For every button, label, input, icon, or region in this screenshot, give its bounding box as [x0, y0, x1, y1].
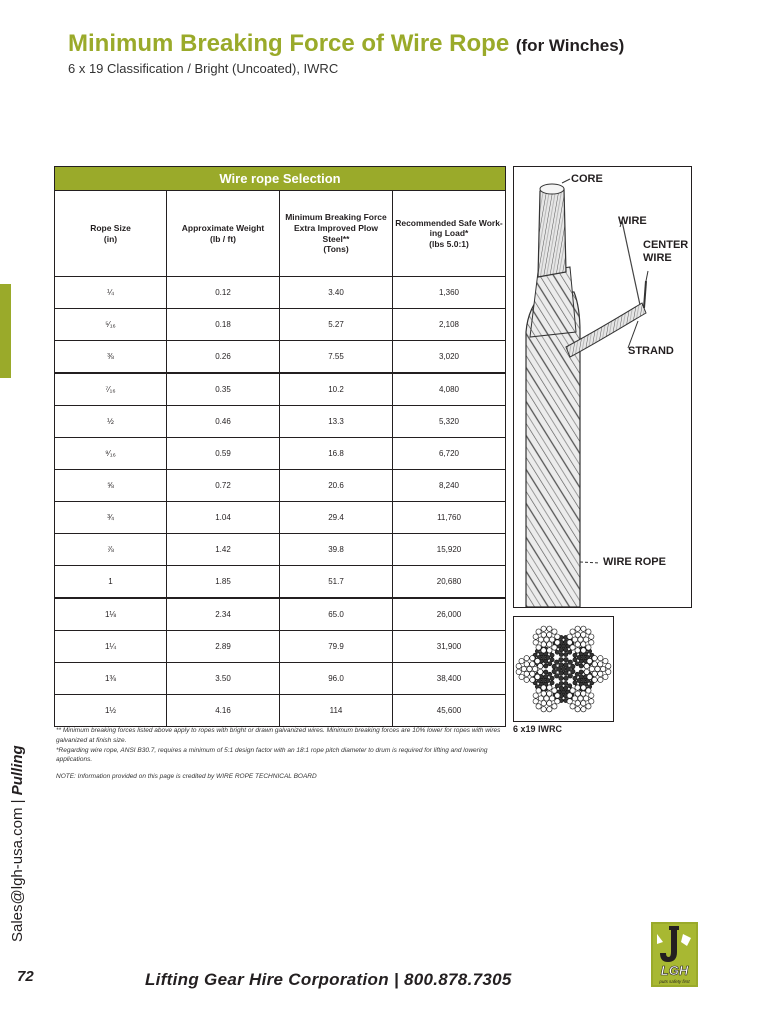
- svg-text:LGH: LGH: [660, 963, 689, 978]
- cell-force: 16.8: [280, 438, 393, 470]
- core-strand: [552, 657, 575, 680]
- cell-size: ⅝: [55, 470, 167, 502]
- cell-weight: 3.50: [167, 663, 280, 695]
- table-row: [55, 341, 506, 374]
- label-center-wire: CENTER WIRE: [643, 239, 689, 264]
- cell-force: 65.0: [280, 598, 393, 631]
- cell-weight: 0.35: [167, 373, 280, 406]
- table-row: [55, 502, 506, 534]
- cell-load: 38,400: [393, 663, 506, 695]
- table-row: [55, 631, 506, 663]
- cell-load: 11,760: [393, 502, 506, 534]
- cell-load: 1,360: [393, 277, 506, 309]
- cell-size: ¾: [55, 502, 167, 534]
- side-contact: [9, 745, 26, 942]
- cell-force: 3.40: [280, 277, 393, 309]
- cell-force: 51.7: [280, 566, 393, 599]
- cell-load: 3,020: [393, 341, 506, 374]
- table-row: [55, 663, 506, 695]
- cell-force: 79.9: [280, 631, 393, 663]
- note-breaking-force: ** Minimum breaking forces listed above apply to ropes with bright or drawn galvanized wires. Minimum breaking forces are 10% lower for ropes with wires galvanized at finish size.: [56, 727, 501, 744]
- cell-load: 20,680: [393, 566, 506, 599]
- label-wire-rope: WIRE ROPE: [603, 556, 666, 568]
- outer-strand: [584, 656, 611, 683]
- cell-force: 5.27: [280, 309, 393, 341]
- footnotes: [56, 726, 506, 782]
- cell-force: 20.6: [280, 470, 393, 502]
- cell-weight: 0.59: [167, 438, 280, 470]
- table-row: [55, 438, 506, 470]
- cell-load: 6,720: [393, 438, 506, 470]
- col-header-rope-size: Rope Size (in): [55, 191, 167, 277]
- cell-size: ½: [55, 406, 167, 438]
- section-name: Pulling: [9, 745, 26, 796]
- cell-size: 1¼: [55, 631, 167, 663]
- cell-force: 29.4: [280, 502, 393, 534]
- cell-size: ⅜: [55, 341, 167, 374]
- cell-size: 1: [55, 566, 167, 599]
- hook-logo-icon: [651, 922, 698, 987]
- cell-size: 1⅛: [55, 598, 167, 631]
- title-suffix: (for Winches): [515, 36, 625, 55]
- table-row: [55, 309, 506, 341]
- cell-size: ⁹⁄₁₆: [55, 438, 167, 470]
- cross-section-illustration: [514, 617, 613, 721]
- cell-force: 10.2: [280, 373, 393, 406]
- note-credit: NOTE: Information provided on this page is credited by WIRE ROPE TECHNICAL BOARD: [56, 773, 317, 780]
- title-main: Minimum Breaking Force of Wire Rope: [68, 30, 510, 57]
- col-header-breaking-force: Minimum Breaking Force Extra Improved Plow Steel** (Tons): [280, 191, 393, 277]
- wire-rope-illustration: [514, 167, 691, 607]
- cell-load: 45,600: [393, 695, 506, 727]
- cell-size: ¼: [55, 277, 167, 309]
- cell-size: ⁵⁄₁₆: [55, 309, 167, 341]
- cell-load: 15,920: [393, 534, 506, 566]
- table-row: [55, 566, 506, 599]
- table-row: [55, 470, 506, 502]
- wire-rope-table: [54, 166, 506, 727]
- sales-email: Sales@lgh-usa.com: [9, 807, 26, 942]
- cell-load: 26,000: [393, 598, 506, 631]
- cell-load: 2,108: [393, 309, 506, 341]
- cell-force: 114: [280, 695, 393, 727]
- cell-size: ⅞: [55, 534, 167, 566]
- table-row: [55, 406, 506, 438]
- table-row: [55, 598, 506, 631]
- table-row: [55, 277, 506, 309]
- table-row: [55, 695, 506, 727]
- cell-size: ⁷⁄₁₆: [55, 373, 167, 406]
- cell-load: 5,320: [393, 406, 506, 438]
- label-strand: STRAND: [628, 345, 674, 357]
- side-separator: |: [9, 799, 26, 804]
- cell-weight: 0.18: [167, 309, 280, 341]
- footer-separator: |: [393, 970, 399, 989]
- cell-weight: 0.72: [167, 470, 280, 502]
- wire-rope-diagram: [513, 166, 692, 608]
- cell-size: 1⅜: [55, 663, 167, 695]
- cell-force: 39.8: [280, 534, 393, 566]
- cell-weight: 0.26: [167, 341, 280, 374]
- cell-weight: 4.16: [167, 695, 280, 727]
- note-ansi: *Regarding wire rope, ANSI B30.7, requires a minimum of 5:1 design factor with an 18:1 rope pitch diameter to drum is required for lifting and lowering applications.: [56, 746, 488, 764]
- svg-text:puts safety first: puts safety first: [659, 979, 690, 984]
- footer-company: [145, 970, 512, 990]
- col-header-safe-load: Recommended Safe Work- ing Load* (lbs 5.0:1): [393, 191, 506, 277]
- lgh-logo: [651, 922, 698, 987]
- page-number: 72: [17, 968, 34, 985]
- cell-weight: 1.04: [167, 502, 280, 534]
- table-row: [55, 373, 506, 406]
- cell-weight: 1.85: [167, 566, 280, 599]
- cell-load: 31,900: [393, 631, 506, 663]
- section-tab: [0, 284, 11, 378]
- page-title: [68, 30, 624, 58]
- cross-section-caption: 6 x19 IWRC: [513, 724, 563, 734]
- cell-force: 96.0: [280, 663, 393, 695]
- cell-load: 4,080: [393, 373, 506, 406]
- cross-section-diagram: [513, 616, 614, 722]
- outer-strand: [516, 656, 543, 683]
- table-row: [55, 534, 506, 566]
- company-name: Lifting Gear Hire Corporation: [145, 970, 389, 989]
- cell-weight: 0.12: [167, 277, 280, 309]
- cell-size: 1½: [55, 695, 167, 727]
- cell-force: 13.3: [280, 406, 393, 438]
- table-caption: Wire rope Selection: [55, 167, 506, 191]
- label-core: CORE: [571, 173, 603, 185]
- cell-weight: 1.42: [167, 534, 280, 566]
- col-header-weight: Approximate Weight (lb / ft): [167, 191, 280, 277]
- cell-weight: 2.34: [167, 598, 280, 631]
- cell-force: 7.55: [280, 341, 393, 374]
- cell-weight: 0.46: [167, 406, 280, 438]
- label-wire: WIRE: [618, 215, 647, 227]
- phone-number: 800.878.7305: [404, 970, 512, 989]
- cell-load: 8,240: [393, 470, 506, 502]
- cell-weight: 2.89: [167, 631, 280, 663]
- page-subtitle: 6 x 19 Classification / Bright (Uncoated), IWRC: [68, 61, 339, 76]
